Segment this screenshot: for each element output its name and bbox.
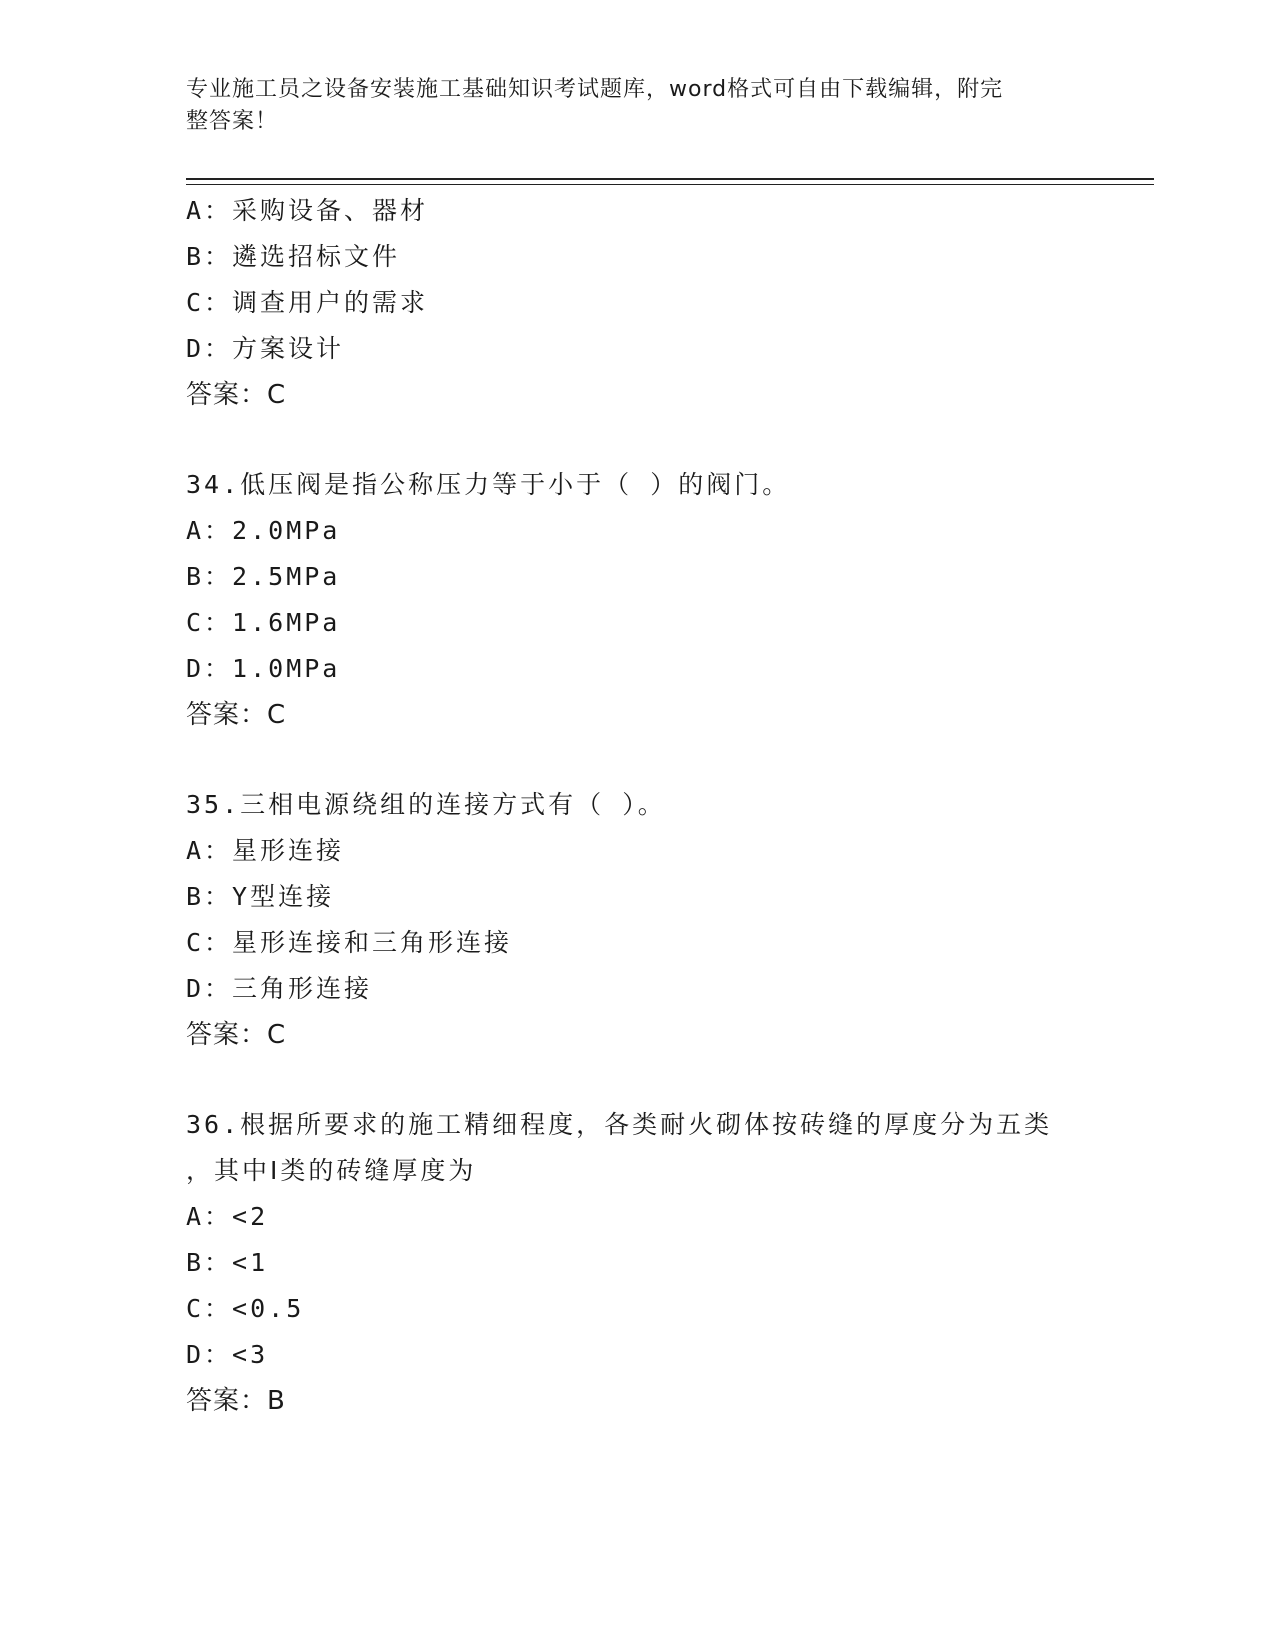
question-text: 35.三相电源绕组的连接方式有（ ）。	[186, 790, 666, 819]
question-block-34	[186, 462, 1086, 738]
header-line-2: 整答案！	[186, 109, 279, 134]
question-block-33	[186, 188, 1086, 418]
question-text-line-2: ，其中Ⅰ类的砖缝厚度为	[186, 1156, 477, 1185]
option-d: D：三角形连接	[186, 974, 373, 1003]
option-d: D：<3	[186, 1340, 269, 1369]
question-list	[186, 188, 1086, 1424]
question-block-35	[186, 782, 1086, 1058]
answer: 答案：C	[186, 700, 287, 730]
option-c: C：1.6MPa	[186, 608, 341, 637]
header-divider-thin	[186, 184, 1154, 185]
document-header	[186, 74, 1066, 138]
option-c: C：星形连接和三角形连接	[186, 928, 513, 957]
option-d: D：1.0MPa	[186, 654, 341, 683]
option-b: B：<1	[186, 1248, 269, 1277]
header-line-1: 专业施工员之设备安装施工基础知识考试题库，word格式可自由下载编辑，附完	[186, 77, 1004, 102]
option-c: C：<0.5	[186, 1294, 305, 1323]
question-block-36	[186, 1102, 1086, 1424]
option-b: B：Y型连接	[186, 882, 335, 911]
answer: 答案：C	[186, 1020, 287, 1050]
option-d: D：方案设计	[186, 334, 345, 363]
option-a: A：星形连接	[186, 836, 345, 865]
option-a: A：采购设备、器材	[186, 196, 429, 225]
question-text-line-1: 36.根据所要求的施工精细程度，各类耐火砌体按砖缝的厚度分为五类	[186, 1110, 1053, 1139]
answer: 答案：B	[186, 1386, 286, 1416]
option-a: A：<2	[186, 1202, 269, 1231]
option-a: A：2.0MPa	[186, 516, 341, 545]
question-text: 34.低压阀是指公称压力等于小于（ ）的阀门。	[186, 470, 791, 499]
answer: 答案：C	[186, 380, 287, 410]
option-c: C：调查用户的需求	[186, 288, 429, 317]
header-divider-thick	[186, 178, 1154, 180]
option-b: B：2.5MPa	[186, 562, 341, 591]
option-b: B：遴选招标文件	[186, 242, 401, 271]
